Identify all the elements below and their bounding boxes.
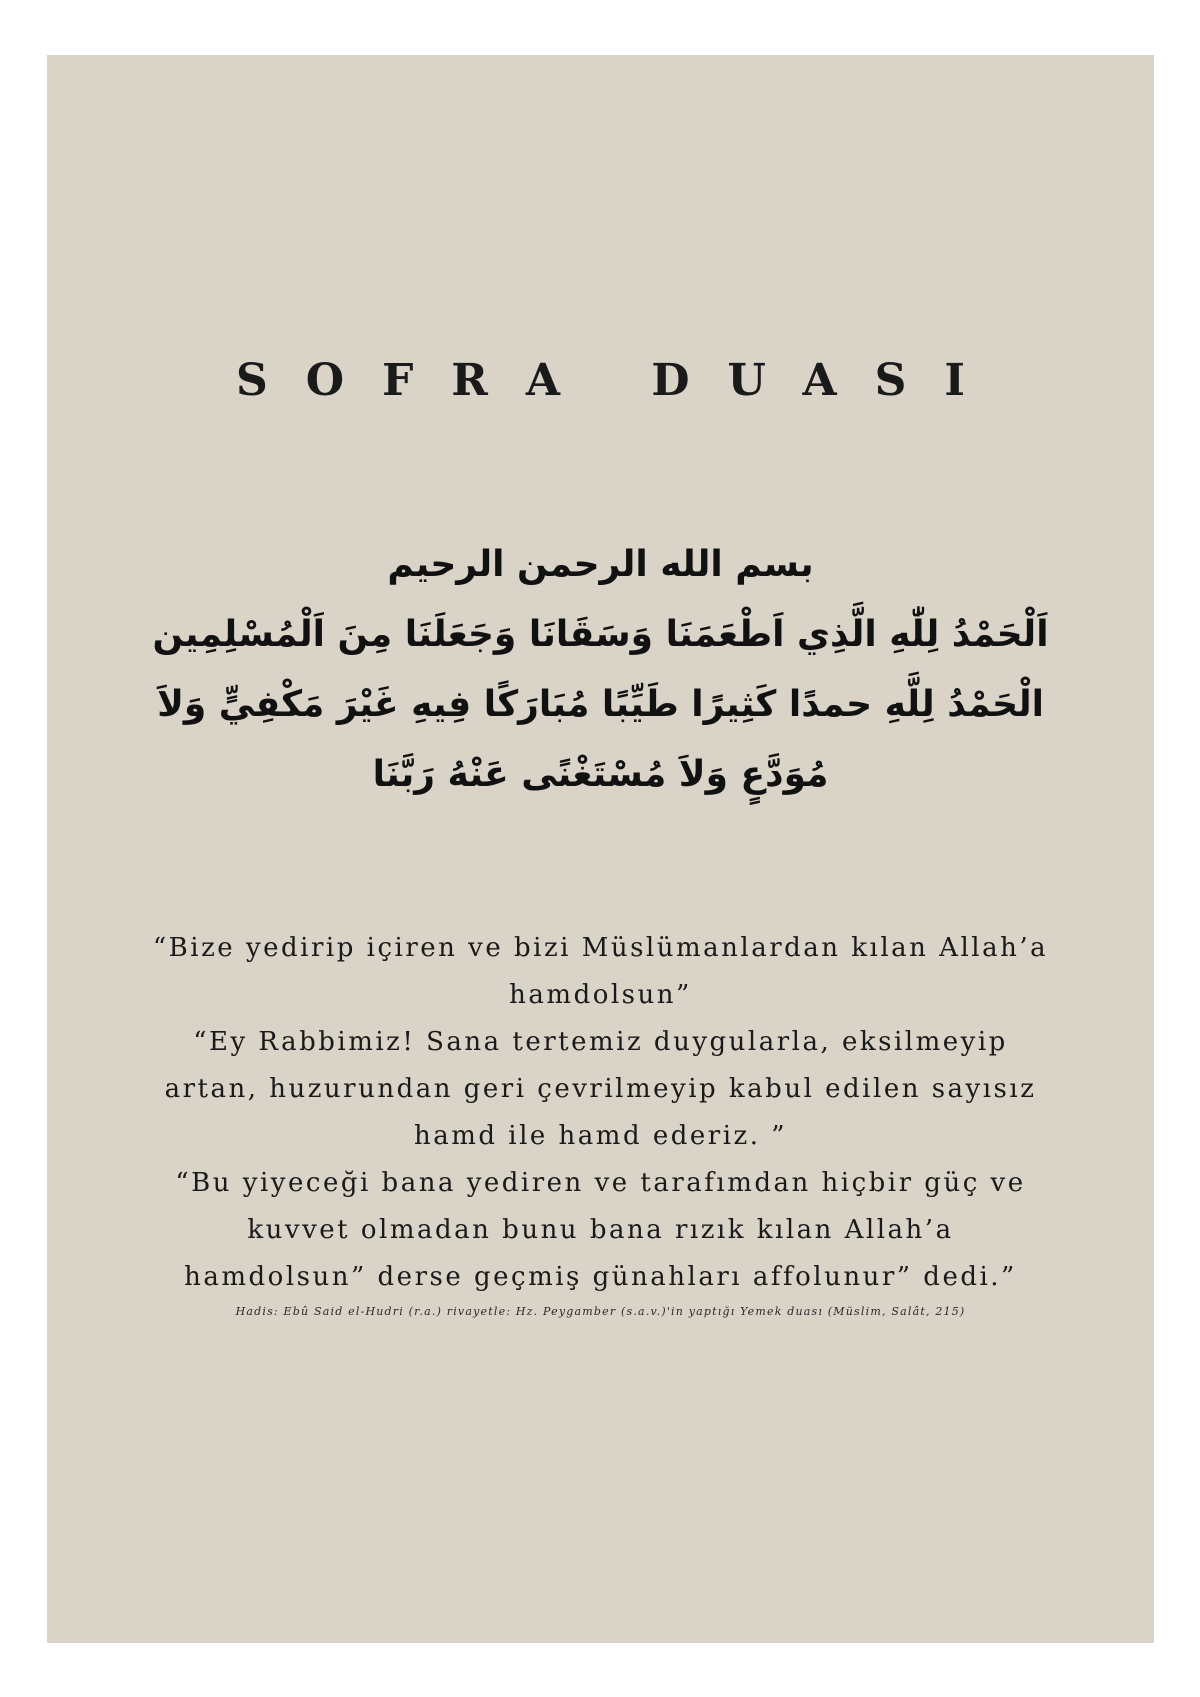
- title-text: SOFRA DUASI: [235, 355, 1004, 406]
- translation-line: kuvvet olmadan bunu bana rızık kılan Allah’a: [247, 1215, 954, 1245]
- translation-line: “Bize yedirip içiren ve bizi Müslümanlardan kılan Allah’a: [152, 933, 1049, 963]
- translation-line: hamd ile hamd ederiz. ”: [413, 1121, 788, 1151]
- hadith-source-citation: Hadis: Ebû Said el-Hudri (r.a.) rivayetle: Hz. Peygamber (s.a.v.)'in yaptığı Yemek duası (Müslim, Salât, 215): [235, 1305, 966, 1318]
- turkish-translation: [107, 925, 1094, 1301]
- translation-line: hamdolsun” derse geçmiş günahları affolunur” dedi.”: [184, 1262, 1017, 1292]
- translation-line: “Bu yiyeceği bana yediren ve tarafımdan hiçbir güç ve: [175, 1168, 1026, 1198]
- arabic-line: مُوَدَّعٍ وَلاَ مُسْتَغْنًى عَنْهُ رَبَّنَا: [372, 754, 829, 795]
- arabic-line-basmala: بسم الله الرحمن الرحيم: [387, 544, 814, 585]
- arabic-line: اَلْحَمْدُ لِلّٰهِ الَّذِي اَطْعَمَنَا وَسَقَانَا وَجَعَلَنَا مِنَ اَلْمُسْلِمِين: [152, 614, 1049, 655]
- page-title: [47, 355, 1154, 406]
- arabic-prayer: [77, 530, 1124, 810]
- arabic-line: الْحَمْدُ لِلَّهِ حمدًا كَثِيرًا طَيِّبًا مُبَارَكًا فِيهِ غَيْرَ مَكْفِيٍّ وَلاَ: [157, 684, 1044, 725]
- poster-card: [47, 55, 1154, 1643]
- translation-line: artan, huzurundan geri çevrilmeyip kabul edilen sayısız: [164, 1074, 1037, 1104]
- translation-line: “Ey Rabbimiz! Sana tertemiz duygularla, eksilmeyip: [193, 1027, 1008, 1057]
- translation-line: hamdolsun”: [509, 980, 692, 1010]
